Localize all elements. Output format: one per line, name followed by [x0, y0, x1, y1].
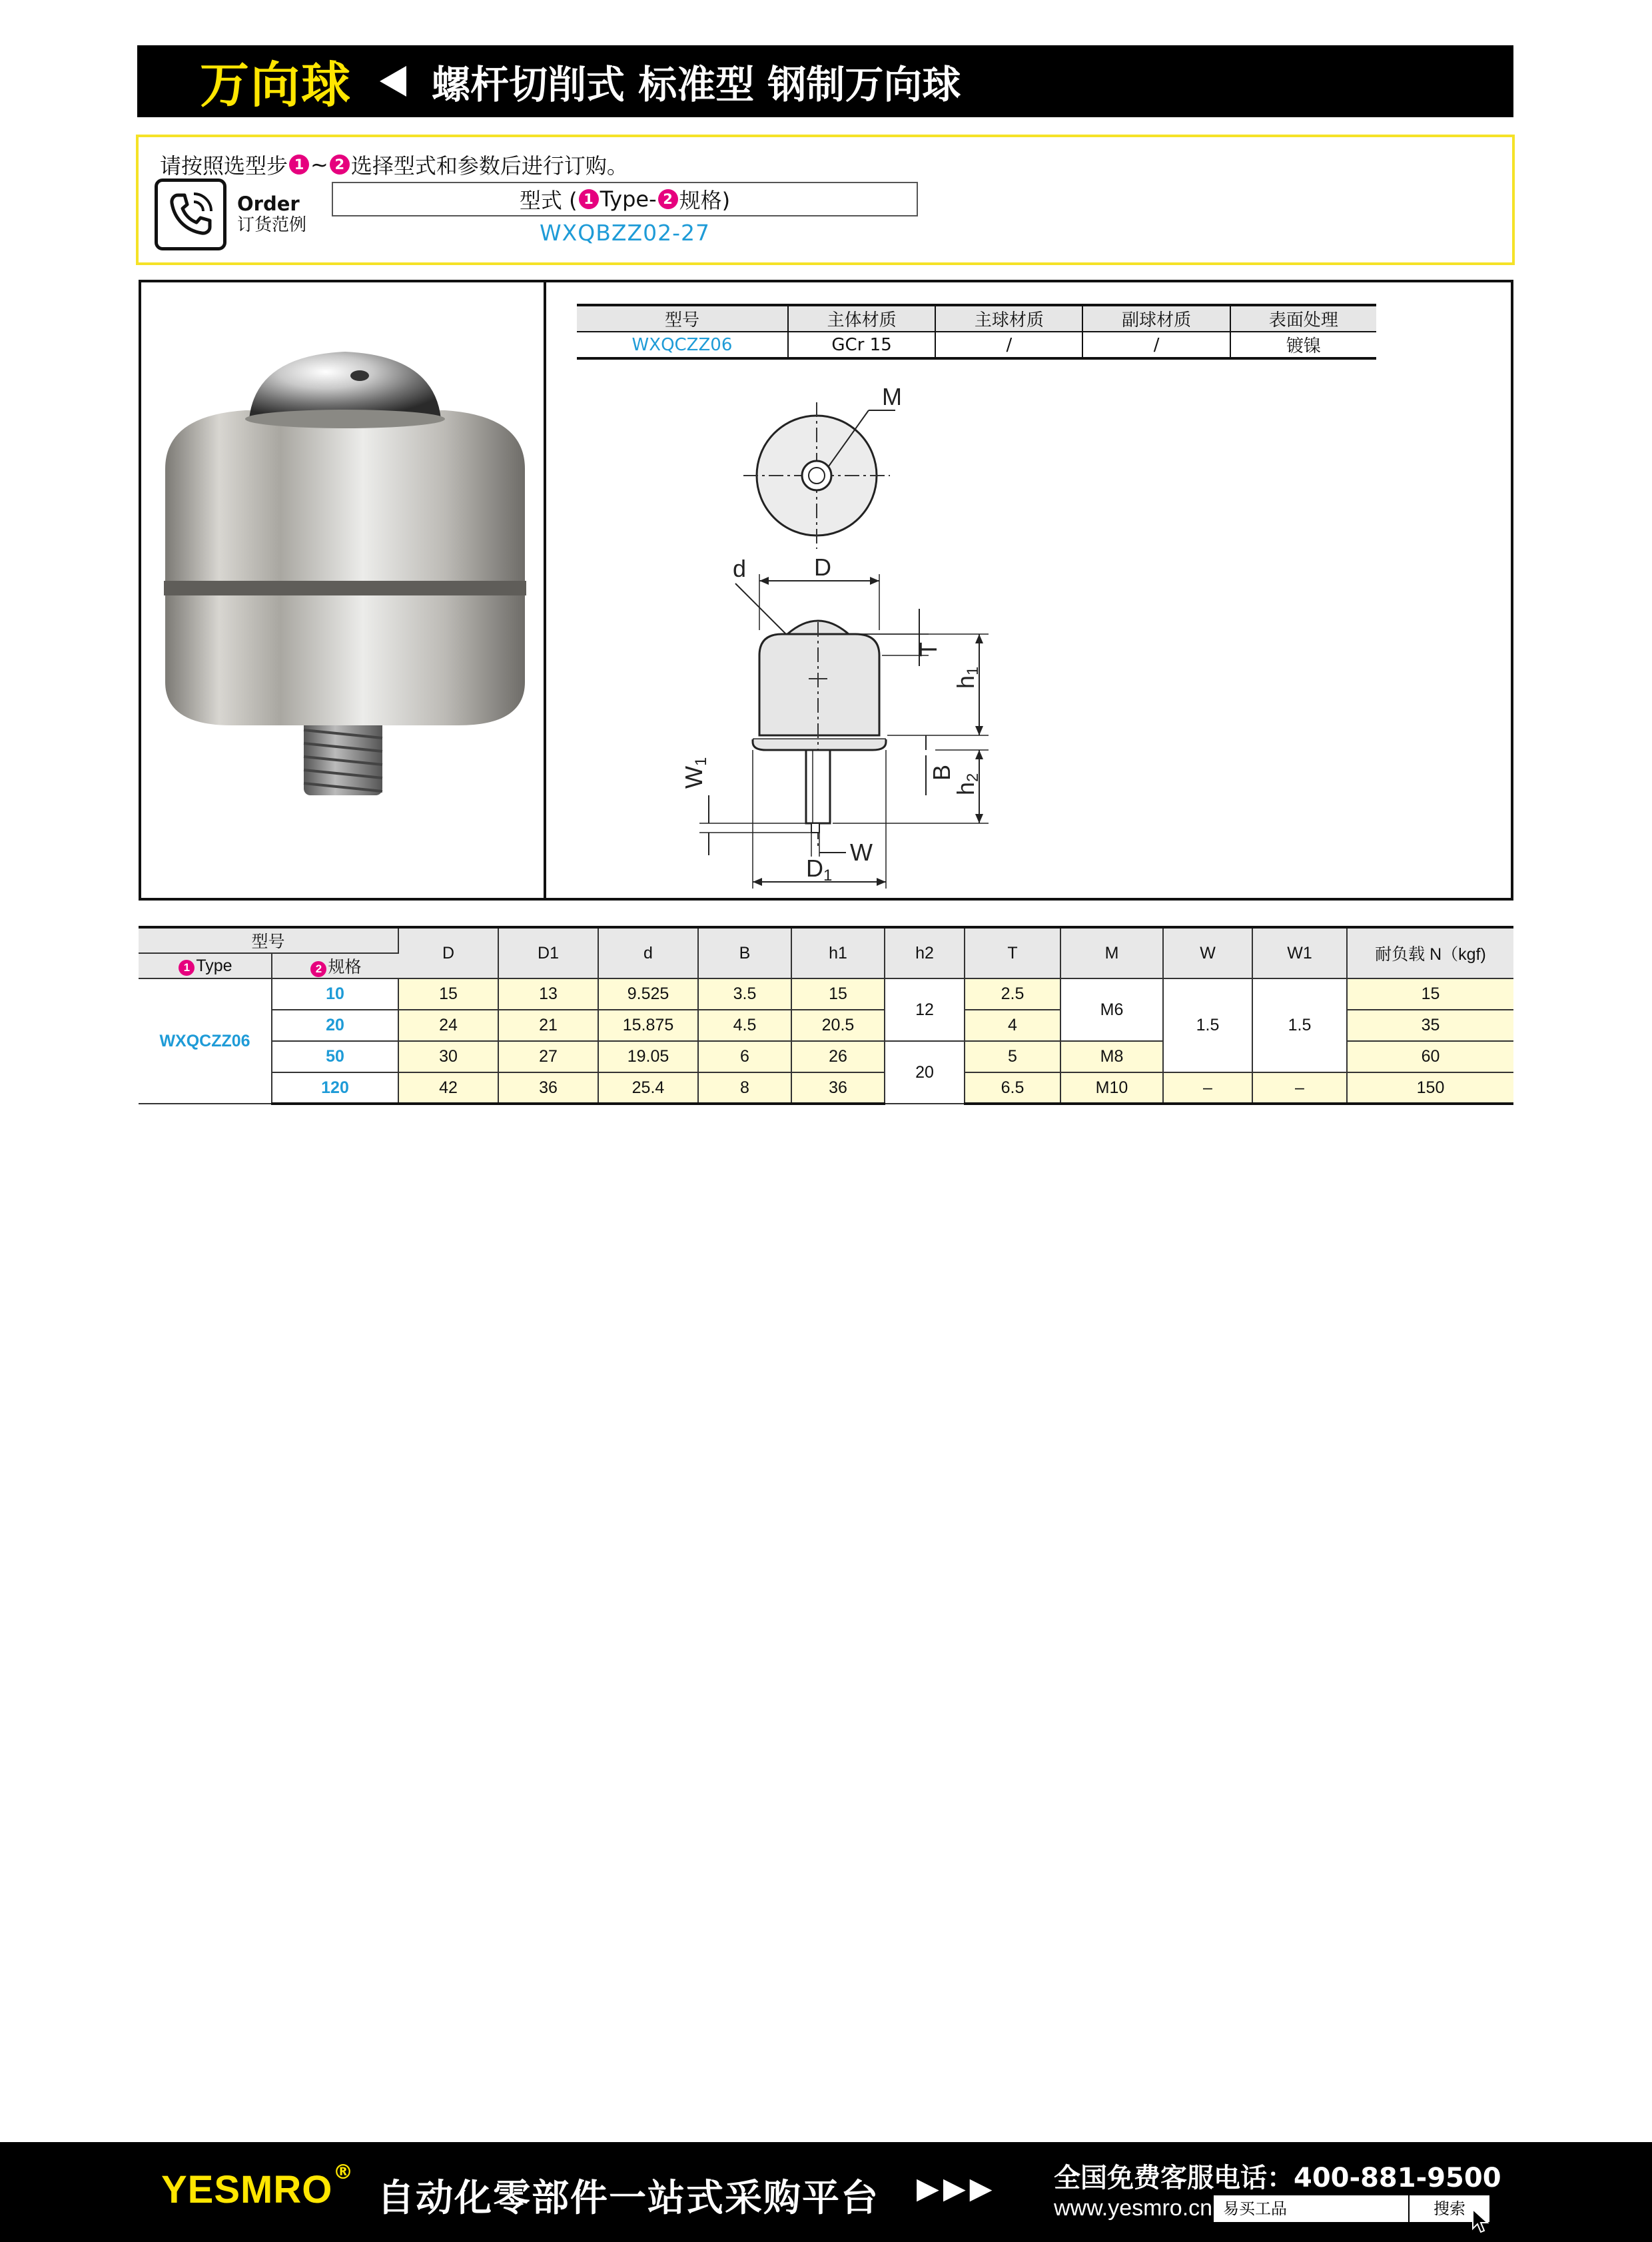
category-title: 万向球 — [200, 57, 352, 114]
mat-surface: 镀镍 — [1230, 332, 1376, 358]
table-row — [577, 332, 1376, 358]
cell-W: – — [1163, 1072, 1252, 1104]
mat-model[interactable]: WXQCZZ06 — [577, 332, 788, 358]
table-row — [139, 978, 1513, 1010]
step-2-badge: 2 — [330, 155, 350, 175]
mat-header-model: 型号 — [577, 305, 788, 332]
col-T: T — [965, 927, 1060, 978]
col-B: B — [698, 927, 791, 978]
photo-area — [141, 282, 546, 898]
cell-D1: 36 — [498, 1072, 598, 1104]
order-guide-box — [136, 135, 1515, 265]
col-D1: D1 — [498, 927, 598, 978]
col-h1: h1 — [791, 927, 885, 978]
order-example: WXQBZZ02-27 — [540, 220, 710, 246]
instruction-suffix: 选择型式和参数后进行订购。 — [350, 153, 628, 179]
spec-step-2-badge: 2 — [658, 189, 678, 209]
cell-W1: 1.5 — [1252, 978, 1347, 1072]
cell-B: 6 — [698, 1041, 791, 1072]
table-row — [139, 1072, 1513, 1104]
product-subtitle: 螺杆切削式 标准型 钢制万向球 — [432, 62, 961, 107]
spec-prefix: 型式 ( — [519, 188, 578, 213]
size-header-label: 规格 — [328, 958, 362, 976]
title-banner — [137, 45, 1513, 117]
col-type — [139, 953, 272, 978]
cell-B: 3.5 — [698, 978, 791, 1010]
footer-url[interactable]: www.yesmro.cn — [1054, 2195, 1213, 2221]
col-W1: W1 — [1252, 927, 1347, 978]
mat-main-ball: / — [935, 332, 1082, 358]
cell-load: 15 — [1347, 978, 1513, 1010]
step-1-badge: 1 — [289, 155, 309, 175]
col-D: D — [398, 927, 498, 978]
cell-B: 4.5 — [698, 1010, 791, 1041]
cell-d: 25.4 — [598, 1072, 698, 1104]
mat-body: GCr 15 — [788, 332, 935, 358]
search-button[interactable]: 搜索 — [1434, 2199, 1465, 2218]
spec-size-cell[interactable]: 120 — [272, 1072, 398, 1104]
footer-slogan: 自动化零部件一站式采购平台 — [377, 2177, 879, 2220]
label-d: d — [733, 555, 747, 582]
cell-T: 6.5 — [965, 1072, 1060, 1104]
cell-load: 35 — [1347, 1010, 1513, 1041]
product-panel — [139, 280, 1513, 901]
col-W: W — [1163, 927, 1252, 978]
footer-search-box — [1214, 2195, 1489, 2222]
ball-transfer-photo — [152, 336, 538, 815]
cell-h1: 26 — [791, 1041, 885, 1072]
play-arrows-icon: ▶▶▶ — [917, 2171, 997, 2205]
type-step-badge: 1 — [179, 960, 195, 976]
cell-D1: 27 — [498, 1041, 598, 1072]
left-triangle-icon — [380, 66, 406, 97]
cell-D: 15 — [398, 978, 498, 1010]
spec-size-label: 规格) — [679, 188, 731, 213]
instruction-prefix: 请按照选型步 — [160, 153, 288, 179]
order-label-cn: 订货范例 — [237, 215, 307, 235]
order-instruction — [160, 149, 628, 180]
cell-d: 9.525 — [598, 978, 698, 1010]
col-d: d — [598, 927, 698, 978]
label-M: M — [882, 383, 902, 410]
mat-header-main-ball: 主球材质 — [935, 305, 1082, 332]
registered-mark: ® — [333, 2161, 353, 2184]
mat-header-body: 主体材质 — [788, 305, 935, 332]
cell-M: M8 — [1060, 1041, 1163, 1072]
cell-D1: 21 — [498, 1010, 598, 1041]
cell-B: 8 — [698, 1072, 791, 1104]
spec-size-cell[interactable]: 10 — [272, 978, 398, 1010]
cell-load: 60 — [1347, 1041, 1513, 1072]
spec-type-label: Type- — [600, 187, 657, 212]
technical-drawing — [675, 369, 1048, 889]
cell-load: 150 — [1347, 1072, 1513, 1104]
label-W1: W1 — [680, 757, 710, 789]
cell-h2: 20 — [885, 1041, 965, 1104]
label-h2: h2 — [952, 773, 982, 795]
cell-h1: 15 — [791, 978, 885, 1010]
spec-size-cell[interactable]: 50 — [272, 1041, 398, 1072]
col-load: 耐负载 N（kgf) — [1347, 927, 1513, 978]
cell-T: 2.5 — [965, 978, 1060, 1010]
cell-W: 1.5 — [1163, 978, 1252, 1072]
footer-hotline: 全国免费客服电话：400-881-9500 — [1054, 2163, 1501, 2193]
mat-header-surface: 表面处理 — [1230, 305, 1376, 332]
col-size — [272, 953, 398, 978]
label-T: T — [915, 642, 942, 657]
order-label — [237, 193, 306, 236]
brand-logo[interactable]: YESMRO — [161, 2168, 333, 2211]
spec-group-header: 型号 — [139, 927, 398, 953]
cell-h2: 12 — [885, 978, 965, 1041]
mat-header-sub-ball: 副球材质 — [1082, 305, 1230, 332]
cell-h1: 20.5 — [791, 1010, 885, 1041]
cell-D: 30 — [398, 1041, 498, 1072]
col-h2: h2 — [885, 927, 965, 978]
label-D1: D1 — [806, 855, 833, 885]
cell-W1: – — [1252, 1072, 1347, 1104]
drawing-area — [549, 282, 1511, 898]
label-W: W — [850, 839, 873, 866]
type-spec-box — [332, 182, 918, 216]
label-D: D — [814, 554, 831, 581]
footer — [0, 2142, 1652, 2242]
label-B: B — [928, 764, 955, 781]
order-label-en: Order — [237, 192, 300, 215]
cell-D: 24 — [398, 1010, 498, 1041]
spec-step-1-badge: 1 — [579, 189, 599, 209]
mat-sub-ball: / — [1082, 332, 1230, 358]
type-header-label: Type — [196, 956, 232, 975]
phone-icon — [155, 179, 226, 250]
spec-type-cell[interactable]: WXQCZZ06 — [139, 978, 272, 1104]
spec-table — [139, 926, 1513, 1105]
search-input[interactable]: 易买工品 — [1214, 2195, 1410, 2222]
size-step-badge: 2 — [310, 961, 326, 977]
cell-d: 19.05 — [598, 1041, 698, 1072]
cell-D1: 13 — [498, 978, 598, 1010]
spec-size-cell[interactable]: 20 — [272, 1010, 398, 1041]
material-table — [577, 304, 1376, 360]
col-M: M — [1060, 927, 1163, 978]
cursor-icon — [1471, 2207, 1491, 2234]
cell-T: 5 — [965, 1041, 1060, 1072]
cell-T: 4 — [965, 1010, 1060, 1041]
cell-M: M6 — [1060, 978, 1163, 1041]
cell-D: 42 — [398, 1072, 498, 1104]
cell-M: M10 — [1060, 1072, 1163, 1104]
cell-h1: 36 — [791, 1072, 885, 1104]
instruction-tilde: ~ — [310, 152, 328, 177]
cell-d: 15.875 — [598, 1010, 698, 1041]
label-h1: h1 — [952, 666, 982, 689]
